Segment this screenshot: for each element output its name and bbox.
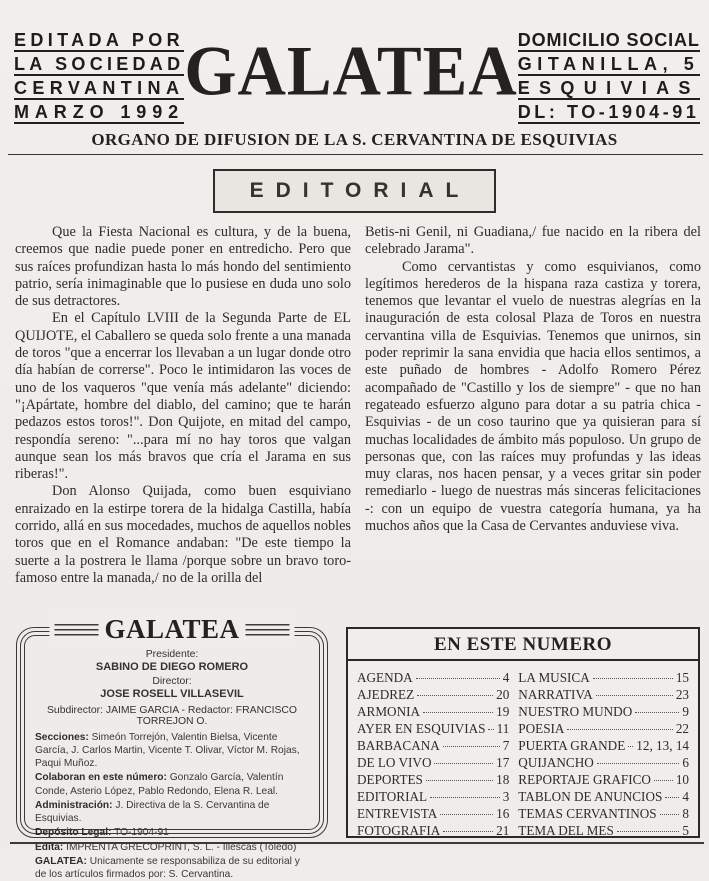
toc-entry-label: TEMA DEL MES [518,822,614,839]
toc-entry-page: 15 [676,669,689,686]
masthead [0,0,709,126]
toc-leader-dots [596,695,673,696]
toc-entry-label: NUESTRO MUNDO [518,703,632,720]
toc-entry-label: AGENDA [357,669,413,686]
toc-entry-page: 16 [496,805,509,822]
toc-column-1 [357,669,509,839]
toc-entry [518,771,689,788]
toc-leader-dots [416,678,500,679]
toc-entry [518,754,689,771]
toc-leader-dots [628,746,633,747]
masthead-rule [8,154,703,155]
credits-role-label: Director: [35,675,309,688]
toc-entry-page: 12, 13, 14 [636,737,689,754]
toc-entry [357,822,509,839]
toc-entry-page: 10 [676,771,689,788]
masthead-line: ESQUIVIAS [518,78,700,100]
editorial-column-left [15,224,351,587]
toc-entry [357,754,509,771]
toc-entry-label: DEPORTES [357,771,423,788]
toc-leader-dots [488,729,493,730]
editorial-body [0,213,709,587]
toc-entry-page: 19 [496,703,509,720]
toc-entry-page: 9 [682,703,689,720]
toc-entry-label: TEMAS CERVANTINOS [518,805,656,822]
masthead-line: DL: TO-1904-91 [518,102,700,124]
toc-entry-label: POESIA [518,720,564,737]
credits-box-title: GALATEA [104,614,239,645]
toc-entry-label: REPORTAJE GRAFICO [518,771,651,788]
publication-title: GALATEA [184,36,517,107]
editorial-paragraph: Como cervantistas y como esquivianos, como legítimos herederos de la hispana raza castiza y torera, tenemos que levantar el vuelo de nuestras alegrías en la inauguración de esta colosal Plaza de Toros en nuestra cervantina villa de Esquivias. Tenemos que unirnos, sin poder reprimir la sana envidia que hacia ellos sentimos, a este puñado de hombres - Adolfo Romero Pérez acompañado de "Castillo y los de siempre" - que no han regateado esfuerzo alguno para dotar a su patria chica - Esquivias - de un coso taurino que ya quisieran para sí muchas localidades de ámbito más populoso. Un grupo de personas que, con las raíces muy profundas y las ideas muy claras, nos hacen pensar, y a veces gritar sin poder remediarlo - luego de nuestras más sinceras felicitaciones -: con un equipo de vuestra categoría humana, ya ha muchos años que la Casa de Cervantes anduviese viva. [365,259,701,536]
triple-lines-right-icon [246,624,290,636]
toc-leader-dots [430,797,500,798]
toc-entry-label: ARMONIA [357,703,420,720]
masthead-line: LA SOCIEDAD [14,54,184,76]
editorial-banner-wrap [0,169,709,213]
toc-entry-page: 8 [682,805,689,822]
toc-entry-page: 11 [497,720,510,737]
editorial-paragraph: Que la Fiesta Nacional es cultura, y de la buena, creemos que nadie puede poner en entredicho. Pero que sus raíces profundizan hasta lo más hondo del sentimiento patrio, sería inimaginable que lo pusiese en duda uno solo de sus detractores. [15,224,351,310]
triple-lines-left-icon [54,624,98,636]
toc-entry-label: AJEDREZ [357,686,414,703]
toc-entry-label: FOTOGRAFIA [357,822,440,839]
masthead-subtitle: ORGANO DE DIFUSION DE LA S. CERVANTINA DE ESQUIVIAS [0,130,709,150]
toc-entry-label: NARRATIVA [518,686,593,703]
credits-box-header [49,614,294,645]
toc-leader-dots [660,814,680,815]
toc-leader-dots [440,814,493,815]
toc-entry-page: 22 [676,720,689,737]
toc-entry-page: 3 [503,788,510,805]
toc-entry-label: BARBACANA [357,737,440,754]
toc-leader-dots [443,746,500,747]
toc-leader-dots [617,831,680,832]
masthead-line: GITANILLA, 5 [518,54,700,76]
toc-entry-label: ENTREVISTA [357,805,437,822]
toc-entry-page: 21 [496,822,509,839]
toc-leader-dots [567,729,672,730]
credits-subdirector-line: Subdirector: JAIME GARCIA - Redactor: FRANCISCO TORREJON O. [35,705,309,727]
toc-entry [518,720,689,737]
toc-entry-label: LA MUSICA [518,669,589,686]
bottom-rule [10,842,704,844]
credits-box [16,627,328,838]
toc-leader-dots [665,797,679,798]
toc-entry-label: AYER EN ESQUIVIAS [357,720,485,737]
toc-entry [518,805,689,822]
credits-line: Edita: IMPRENTA GRECOPRINT, S. L. - Illescas (Toledo) [35,841,309,854]
toc-entry [357,737,509,754]
editorial-paragraph: Don Alonso Quijada, como buen esquiviano enraizado en la estirpe torera de la hidalga Castilla, había corrido, allá en sus mocedades, muchos de aquellos nobles toros que en el Romance andaban: "De este tiempo la suerte a la postrera le llama /porque sobre un bravo toro-famoso entre la manada,/ no de la orilla del [15,483,351,587]
toc-entry [357,669,509,686]
toc-column-2 [518,669,689,839]
toc-entry [357,771,509,788]
toc-leader-dots [635,712,679,713]
editorial-banner: EDITORIAL [213,169,497,213]
toc-entry [518,737,689,754]
toc-entry-label: PUERTA GRANDE [518,737,625,754]
toc-entry-page: 18 [496,771,509,788]
credits-detail-lines [35,731,309,881]
credits-frame-outer [16,627,328,838]
toc-entry [518,788,689,805]
editorial-paragraph: Betis-ni Genil, ni Guadiana,/ fue nacido en la ribera del celebrado Jarama". [365,224,701,259]
toc-entry-label: EDITORIAL [357,788,427,805]
toc-entry-page: 20 [496,686,509,703]
toc-leader-dots [426,780,493,781]
toc-leader-dots [593,678,673,679]
toc-entry [518,822,689,839]
credits-line: Colaboran en este número: Gonzalo García, Valentín Conde, Asterio López, Pablo Redondo, Elena R. Leal. [35,771,309,798]
masthead-line: DOMICILIO SOCIAL [518,30,700,52]
toc-entry [518,703,689,720]
toc-leader-dots [423,712,493,713]
credits-line: Administración: J. Directiva de la S. Cervantina de Esquivias. [35,799,309,826]
toc-title: EN ESTE NUMERO [348,629,698,661]
credits-line: Secciones: Simeón Torrejón, Valentin Bielsa, Vicente García, J. Carlos Martin, Vicente T. Olivar, Víctor M. Rojas, Paqui Muñoz. [35,731,309,771]
credits-role-name: JOSE ROSELL VILLASEVIL [35,688,309,702]
toc-entry-label: DE LO VIVO [357,754,431,771]
credits-roles [35,648,309,702]
credits-role-label: Presidente: [35,648,309,661]
toc-entry [357,686,509,703]
toc-entry-page: 5 [682,822,689,839]
toc-entry [357,720,509,737]
toc-entry [518,669,689,686]
toc-entry-page: 6 [682,754,689,771]
credits-frame-inner [24,635,320,830]
toc-entry [357,703,509,720]
toc-entry [357,788,509,805]
masthead-line: MARZO 1992 [14,102,184,124]
toc-entry-page: 4 [503,669,510,686]
toc-leader-dots [654,780,673,781]
toc-box [346,627,700,838]
toc-entry-page: 23 [676,686,689,703]
toc-entry-page: 7 [503,737,510,754]
toc-entry [357,805,509,822]
editorial-column-right [365,224,701,587]
credits-frame-middle [20,631,324,834]
toc-entry-page: 17 [496,754,509,771]
toc-leader-dots [597,763,680,764]
bottom-section [16,627,700,838]
toc-entry-page: 4 [682,788,689,805]
toc-leader-dots [443,831,493,832]
credits-line: Depósito Legal: TO-1904-91 [35,826,309,839]
masthead-line: EDITADA POR [14,30,184,52]
toc-leader-dots [434,763,493,764]
editorial-paragraph: En el Capítulo LVIII de la Segunda Parte de EL QUIJOTE, el Caballero se queda solo frente a una manada de toros "que a encerrar los llevaban a un lugar donde otro día habían de correrse". Poco le intimidaron las voces de uno de los vaqueros "que venía más adelante" diciendo: "¡Apártate, hombre del diablo, del camino; que te harán pedazos estos toros!". Don Quijote, en mitad del campo, respondía sereno: "...para mí no hay toros que valgan aunque sean los más bravos que cría el Jarama en sus riberas!". [15,310,351,483]
masthead-left-block [14,30,184,126]
masthead-right-block [518,30,700,126]
credits-line: GALATEA: Unicamente se responsabiliza de su editorial y de los artículos firmados por: S. Cervantina. [35,855,309,881]
toc-entry-label: QUIJANCHO [518,754,593,771]
credits-role-name: SABINO DE DIEGO ROMERO [35,661,309,675]
toc-leader-dots [417,695,493,696]
toc-entry [518,686,689,703]
masthead-line: CERVANTINA [14,78,184,100]
toc-body [348,661,698,845]
toc-entry-label: TABLON DE ANUNCIOS [518,788,662,805]
